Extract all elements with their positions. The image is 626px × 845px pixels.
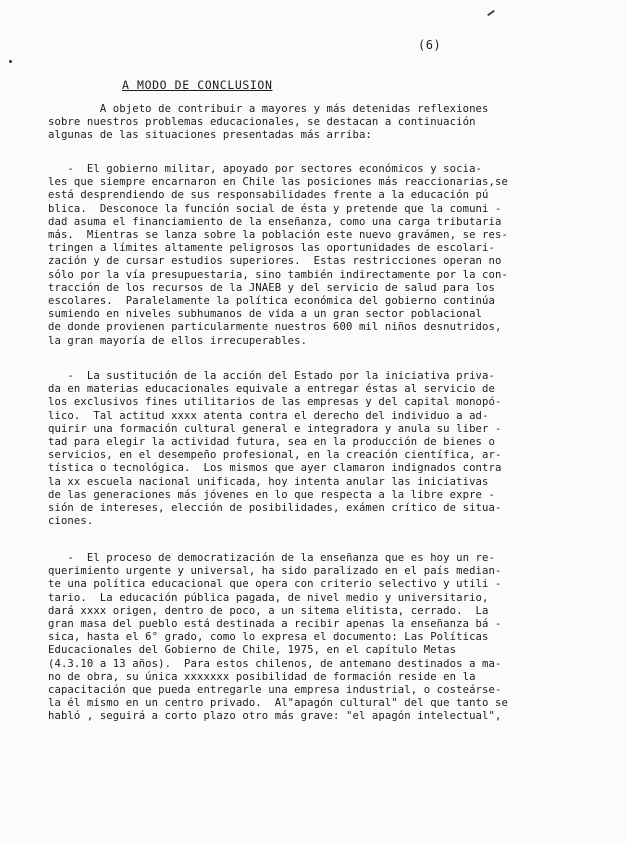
text-line: ciones.	[48, 515, 94, 528]
text-line: Educacionales del Gobierno de Chile, 1975, en el capítulo Metas	[48, 644, 457, 657]
text-line: escolares. Paralelamente la política económica del gobierno continúa	[48, 295, 495, 308]
text-line: te una política educacional que opera con criterio selectivo y utili -	[48, 578, 502, 591]
text-line: sobre nuestros problemas educacionales, se destacan a continuación	[48, 116, 476, 129]
text-line: habló , seguirá a corto plazo otro más grave: "el apagón intelectual",	[48, 710, 502, 723]
text-line: sumiendo en niveles subhumanos de vida a un gran sector poblacional	[48, 308, 483, 321]
text-line: les que siempre encarnaron en Chile las posiciones más reaccionarias,se	[48, 176, 508, 189]
text-line: lico. Tal actitud xxxx atenta contra el derecho del individuo a ad-	[48, 409, 489, 422]
page-number: (6)	[418, 38, 442, 52]
text-line: dará xxxx origen, dentro de poco, a un sitema elitista, cerrado. La	[48, 604, 489, 617]
text-line: sólo por la vía presupuestaria, sino también indirectamente por la con-	[48, 268, 508, 281]
text-line: - El gobierno militar, apoyado por sectores económicos y socia-	[48, 163, 483, 175]
text-line: tario. La educación pública pagada, de nivel medio y universitario,	[48, 591, 489, 604]
text-line: de donde provienen particularmente nuestros 600 mil niños desnutridos,	[48, 321, 502, 334]
text-line: - El proceso de democratización de la enseñanza que es hoy un re-	[48, 552, 495, 564]
text-line: algunas de las situaciones presentadas más arriba:	[48, 129, 372, 142]
text-line: tringen a límites altamente peligrosos las oportunidades de escolari-	[48, 242, 495, 255]
text-line: está desprendiendo de sus responsabilidades frente a la educación pú	[48, 189, 489, 202]
text-line: sión de intereses, elección de posibilidades, exámen crítico de situa-	[48, 502, 502, 515]
text-line: tad para elegir la actividad futura, sea en la producción de bienes o	[48, 436, 495, 449]
text-line: la gran mayoría de ellos irrecuperables.	[48, 334, 308, 347]
section-heading: A MODO DE CONCLUSION	[122, 78, 273, 92]
text-line: de las generaciones más jóvenes en lo que respecta a la libre expre -	[48, 488, 495, 501]
text-line: A objeto de contribuir a mayores y más detenidas reflexiones	[48, 103, 489, 115]
text-line: (4.3.10 a 13 años). Para estos chilenos, de antemano destinados a ma-	[48, 657, 502, 670]
text-line: quirir una formación cultural general e integradora y anula su liber -	[48, 422, 502, 435]
text-line: - La sustitución de la acción del Estado por la iniciativa priva-	[48, 370, 495, 382]
text-line: la él mismo en un centro privado. Al"apagón cultural" del que tanto se	[48, 697, 508, 710]
text-line: capacitación que pueda entregarle una empresa industrial, o costeárse-	[48, 684, 502, 697]
text-line: blica. Desconoce la función social de ésta y pretende que la comuni -	[48, 202, 502, 215]
margin-dot-mark	[9, 60, 12, 63]
text-line: sica, hasta el 6° grado, como lo expresa el documento: Las Políticas	[48, 631, 489, 644]
text-line: los exclusivos fines utilitarios de las empresas y del capital monopó-	[48, 396, 502, 409]
intro-paragraph	[48, 103, 568, 143]
paragraph-military-government	[48, 163, 568, 348]
paragraph-democratization	[48, 552, 568, 724]
pen-tick-mark	[487, 10, 495, 16]
text-line: servicios, en el desempeño profesional, en la creación científica, ar-	[48, 449, 502, 462]
paragraph-private-initiative	[48, 370, 568, 528]
text-line: da en materias educacionales equivale a entregar éstas al servicio de	[48, 383, 495, 396]
text-line: no de obra, su única xxxxxxx posibilidad de formación reside en la	[48, 670, 476, 683]
text-line: tracción de los recursos de la JNAEB y del servicio de salud para los	[48, 281, 495, 294]
text-line: querimiento urgente y universal, ha sido paralizado en el país median-	[48, 565, 502, 578]
text-line: zación y de cursar estudios superiores. Estas restricciones operan no	[48, 255, 502, 268]
text-line: tística o tecnológica. Los mismos que ayer clamaron indignados contra	[48, 462, 502, 475]
text-line: más. Mientras se lanza sobre la población este nuevo gravámen, se res-	[48, 229, 508, 242]
text-line: gran masa del pueblo está destinada a recibir apenas la enseñanza bá -	[48, 618, 502, 631]
text-line: dad asuma el financiamiento de la enseñanza, como una carga tributaria	[48, 215, 502, 228]
text-line: la xx escuela nacional unificada, hoy intenta anular las iniciativas	[48, 475, 489, 488]
